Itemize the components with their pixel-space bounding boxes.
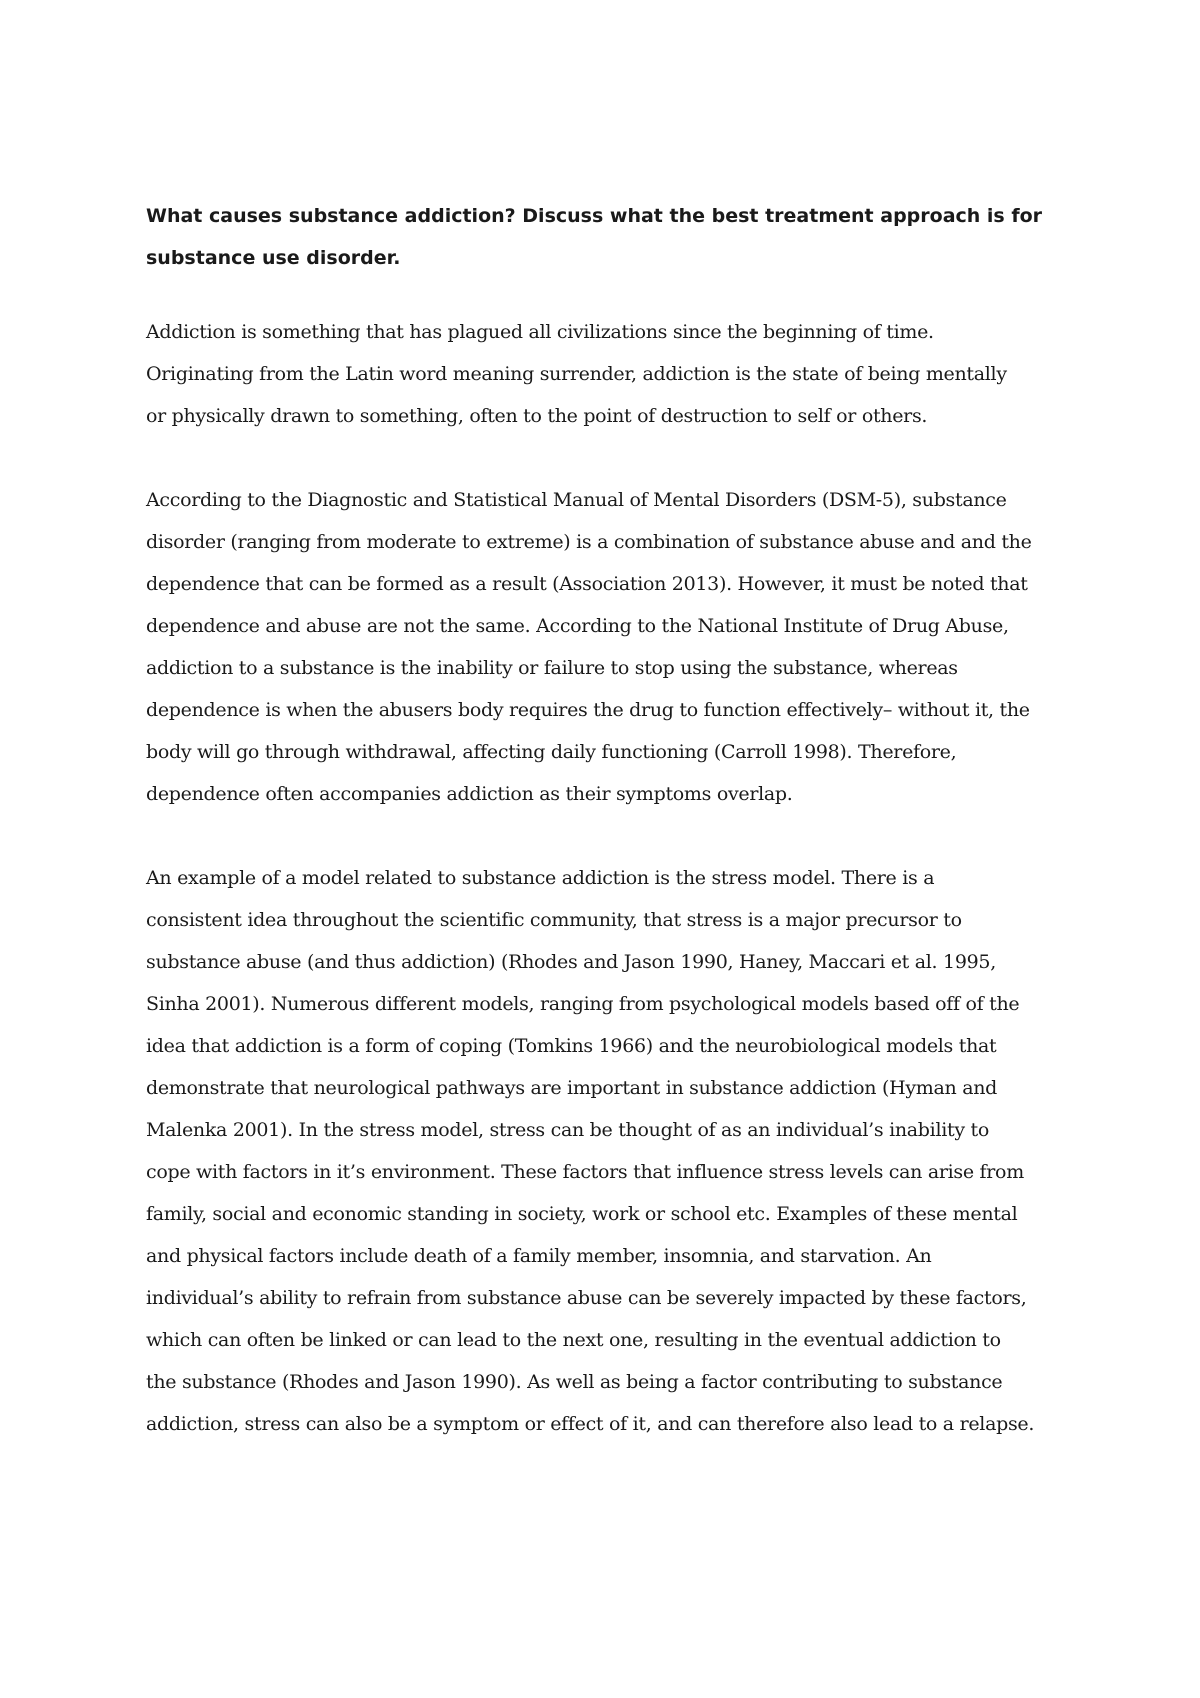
paragraph-line: individual’s ability to refrain from substance abuse can be severely impacted by these factors, (146, 1287, 1027, 1309)
title-line: substance use disorder. (146, 247, 401, 269)
paragraph-line: disorder (ranging from moderate to extreme) is a combination of substance abuse and and the (146, 531, 1032, 553)
paragraph-line: idea that addiction is a form of coping (Tomkins 1966) and the neurobiological models that (146, 1035, 997, 1057)
paragraph-line: According to the Diagnostic and Statistical Manual of Mental Disorders (DSM-5), substance (146, 489, 1007, 511)
paragraph-line: consistent idea throughout the scientific community, that stress is a major precursor to (146, 909, 962, 931)
document-body (146, 195, 1076, 1487)
paragraph-line: addiction to a substance is the inability or failure to stop using the substance, whereas (146, 657, 958, 679)
paragraph-line: dependence and abuse are not the same. According to the National Institute of Drug Abuse, (146, 615, 1009, 637)
paragraph-line: Malenka 2001). In the stress model, stress can be thought of as an individual’s inability to (146, 1119, 989, 1141)
paragraph-line: Originating from the Latin word meaning surrender, addiction is the state of being mentally (146, 363, 1007, 385)
paragraph-line: body will go through withdrawal, affecting daily functioning (Carroll 1998). Therefore, (146, 741, 957, 763)
paragraph-line: substance abuse (and thus addiction) (Rhodes and Jason 1990, Haney, Maccari et al. 1995, (146, 951, 996, 973)
paragraph-line: and physical factors include death of a family member, insomnia, and starvation. An (146, 1245, 932, 1267)
title-line: What causes substance addiction? Discuss what the best treatment approach is for (146, 205, 1043, 227)
paragraph-line: the substance (Rhodes and Jason 1990). As well as being a factor contributing to substance (146, 1371, 1003, 1393)
paragraph-intro (146, 311, 1076, 437)
paragraph-line: Addiction is something that has plagued all civilizations since the beginning of time. (146, 321, 934, 343)
paragraph-dsm (146, 479, 1076, 815)
paragraph-line: An example of a model related to substance addiction is the stress model. There is a (146, 867, 935, 889)
paragraph-line: dependence is when the abusers body requires the drug to function effectively– without it, the (146, 699, 1030, 721)
paragraph-line: or physically drawn to something, often to the point of destruction to self or others. (146, 405, 928, 427)
paragraph-stress-model (146, 857, 1076, 1445)
document-title (146, 195, 1076, 279)
paragraph-line: which can often be linked or can lead to the next one, resulting in the eventual addiction to (146, 1329, 1001, 1351)
paragraph-line: Sinha 2001). Numerous different models, ranging from psychological models based off of the (146, 993, 1020, 1015)
paragraph-line: addiction, stress can also be a symptom or effect of it, and can therefore also lead to a relapse. (146, 1413, 1035, 1435)
paragraph-line: dependence often accompanies addiction as their symptoms overlap. (146, 783, 793, 805)
paragraph-line: demonstrate that neurological pathways are important in substance addiction (Hyman and (146, 1077, 998, 1099)
paragraph-line: dependence that can be formed as a result (Association 2013). However, it must be noted that (146, 573, 1028, 595)
paragraph-line: cope with factors in it’s environment. These factors that influence stress levels can arise from (146, 1161, 1024, 1183)
paragraph-line: family, social and economic standing in society, work or school etc. Examples of these mental (146, 1203, 1018, 1225)
